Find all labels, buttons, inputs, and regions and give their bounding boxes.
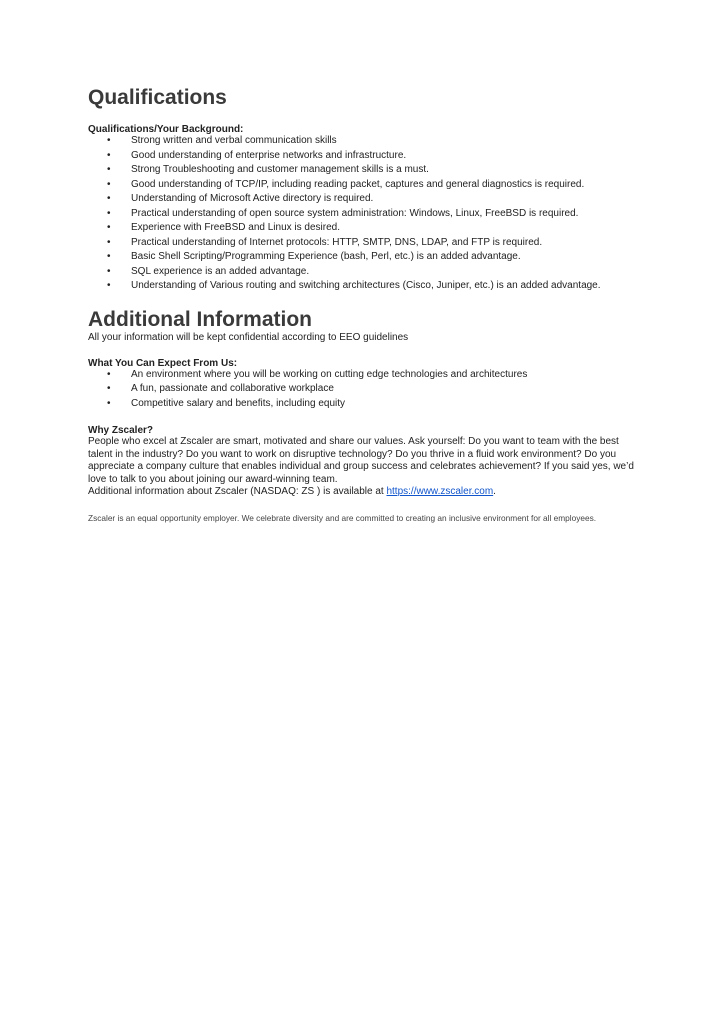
list-item-text: Strong written and verbal communication skills <box>131 135 337 147</box>
bullet-icon: • <box>107 236 111 248</box>
list-item-text: Strong Troubleshooting and customer management skills is a must. <box>131 164 429 176</box>
list-item-text: Good understanding of TCP/IP, including reading packet, captures and general diagnostics is required. <box>131 178 585 190</box>
bullet-icon: • <box>107 280 111 292</box>
list-item-text: Practical understanding of Internet protocols: HTTP, SMTP, DNS, LDAP, and FTP is required. <box>131 236 543 248</box>
list-item <box>88 383 636 395</box>
bullet-icon: • <box>107 383 111 395</box>
list-item-text: SQL experience is an added advantage. <box>131 265 310 277</box>
list-item <box>88 208 636 220</box>
qualifications-list <box>88 135 636 292</box>
list-item-text: An environment where you will be working on cutting edge technologies and architectures <box>131 368 528 380</box>
list-item <box>88 193 636 205</box>
list-item-text: Experience with FreeBSD and Linux is desired. <box>131 222 340 234</box>
bullet-icon: • <box>107 265 111 277</box>
expect-heading: What You Can Expect From Us: <box>88 357 238 369</box>
confidential-notice: All your information will be kept confidential according to EEO guidelines <box>88 332 409 344</box>
list-item-text: A fun, passionate and collaborative workplace <box>131 383 334 395</box>
bullet-icon: • <box>107 397 111 409</box>
list-item-text: Basic Shell Scripting/Programming Experience (bash, Perl, etc.) is an added advantage. <box>131 251 521 263</box>
bullet-icon: • <box>107 164 111 176</box>
list-item-text: Understanding of Various routing and switching architectures (Cisco, Juniper, etc.) is an added advantage. <box>131 280 601 292</box>
additional-info-text: Additional information about Zscaler (NASDAQ: ZS ) is available at <box>88 486 387 498</box>
bullet-icon: • <box>107 251 111 263</box>
eeo-statement: Zscaler is an equal opportunity employer. We celebrate diversity and are committed to creating an inclusive environment for all employees. <box>88 512 597 523</box>
bullet-icon: • <box>107 222 111 234</box>
list-item <box>88 251 636 263</box>
qualifications-heading: Qualifications <box>88 86 227 109</box>
expect-list <box>88 369 636 410</box>
list-item <box>88 164 636 176</box>
list-item-text: Competitive salary and benefits, including equity <box>131 397 346 409</box>
list-item <box>88 150 636 162</box>
zscaler-website-link[interactable]: https://www.zscaler.com <box>386 486 494 498</box>
list-item <box>88 237 636 249</box>
bullet-icon: • <box>107 149 111 161</box>
qualifications-subheading: Qualifications/Your Background: <box>88 124 244 136</box>
list-item <box>88 179 636 191</box>
list-item-text: Understanding of Microsoft Active directory is required. <box>131 193 374 205</box>
bullet-icon: • <box>107 193 111 205</box>
bullet-icon: • <box>107 368 111 380</box>
document-page <box>88 86 636 523</box>
list-item <box>88 266 636 278</box>
additional-info-paragraph <box>88 486 636 499</box>
additional-information-heading: Additional Information <box>88 308 312 332</box>
bullet-icon: • <box>107 207 111 219</box>
list-item-text: Good understanding of enterprise networks and infrastructure. <box>131 149 407 161</box>
list-item-text: Practical understanding of open source system administration: Windows, Linux, FreeBSD is required. <box>131 207 579 219</box>
list-item <box>88 280 636 292</box>
additional-info-suffix: . <box>493 486 496 498</box>
list-item <box>88 135 636 147</box>
list-item <box>88 369 636 381</box>
bullet-icon: • <box>107 135 111 147</box>
why-zscaler-heading: Why Zscaler? <box>88 425 154 437</box>
why-zscaler-paragraph: People who excel at Zscaler are smart, motivated and share our values. Ask yourself: Do you want to team with the best talent in the industry? Do you want to work on disruptive technology? Do you thrive in a fluid work environment? Do you appreciate a company culture that enables individual and group success and celebrates achievement? If you said yes, we’d love to talk to you about joining our award-winning team. <box>88 436 634 485</box>
bullet-icon: • <box>107 178 111 190</box>
list-item <box>88 398 636 410</box>
list-item <box>88 222 636 234</box>
